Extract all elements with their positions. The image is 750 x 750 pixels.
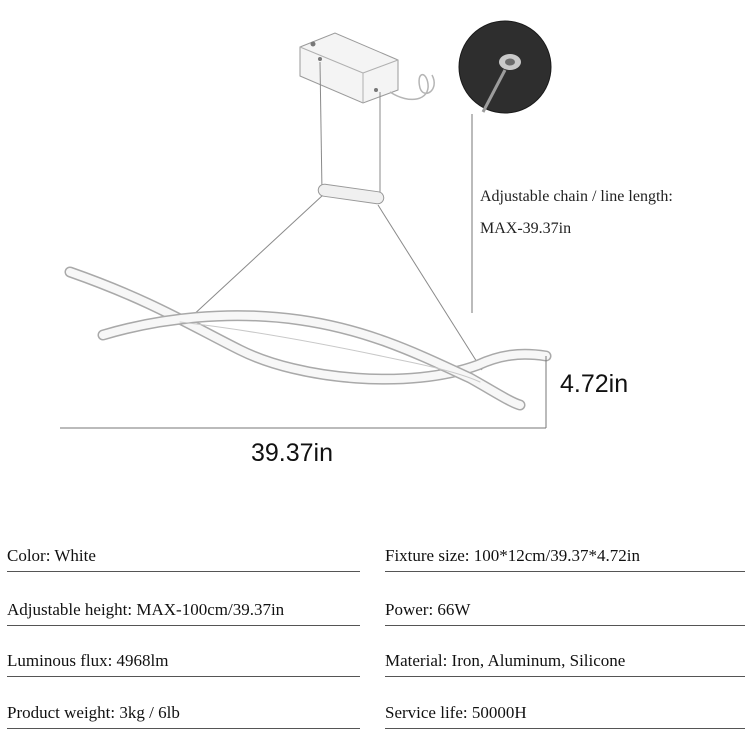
divider xyxy=(385,571,745,572)
chain-length-label: Adjustable chain / line length: xyxy=(480,188,673,205)
spec-material: Material: Iron, Aluminum, Silicone xyxy=(385,651,626,670)
spec-power: Power: 66W xyxy=(385,600,471,619)
led-wave-arms xyxy=(70,272,546,405)
divider xyxy=(385,625,745,626)
spec-service-life: Service life: 50000H xyxy=(385,703,527,722)
spec-adjustable-height: Adjustable height: MAX-100cm/39.37in xyxy=(7,600,285,619)
spec-color: Color: White xyxy=(7,546,96,565)
divider xyxy=(385,728,745,729)
chain-length-value: MAX-39.37in xyxy=(480,220,572,237)
divider xyxy=(7,625,360,626)
wire-adjuster xyxy=(317,183,384,204)
spec-fixture-size: Fixture size: 100*12cm/39.37*4.72in xyxy=(385,546,640,565)
spec-product-weight: Product weight: 3kg / 6lb xyxy=(7,703,180,722)
width-dimension-label: 39.37in xyxy=(251,439,334,467)
divider xyxy=(7,571,360,572)
divider xyxy=(385,676,745,677)
detail-inset xyxy=(459,21,551,113)
divider xyxy=(7,728,360,729)
height-dimension-label: 4.72in xyxy=(560,370,629,398)
spec-luminous-flux: Luminous flux: 4968lm xyxy=(7,651,169,670)
divider xyxy=(7,676,360,677)
ceiling-canopy xyxy=(300,33,398,103)
